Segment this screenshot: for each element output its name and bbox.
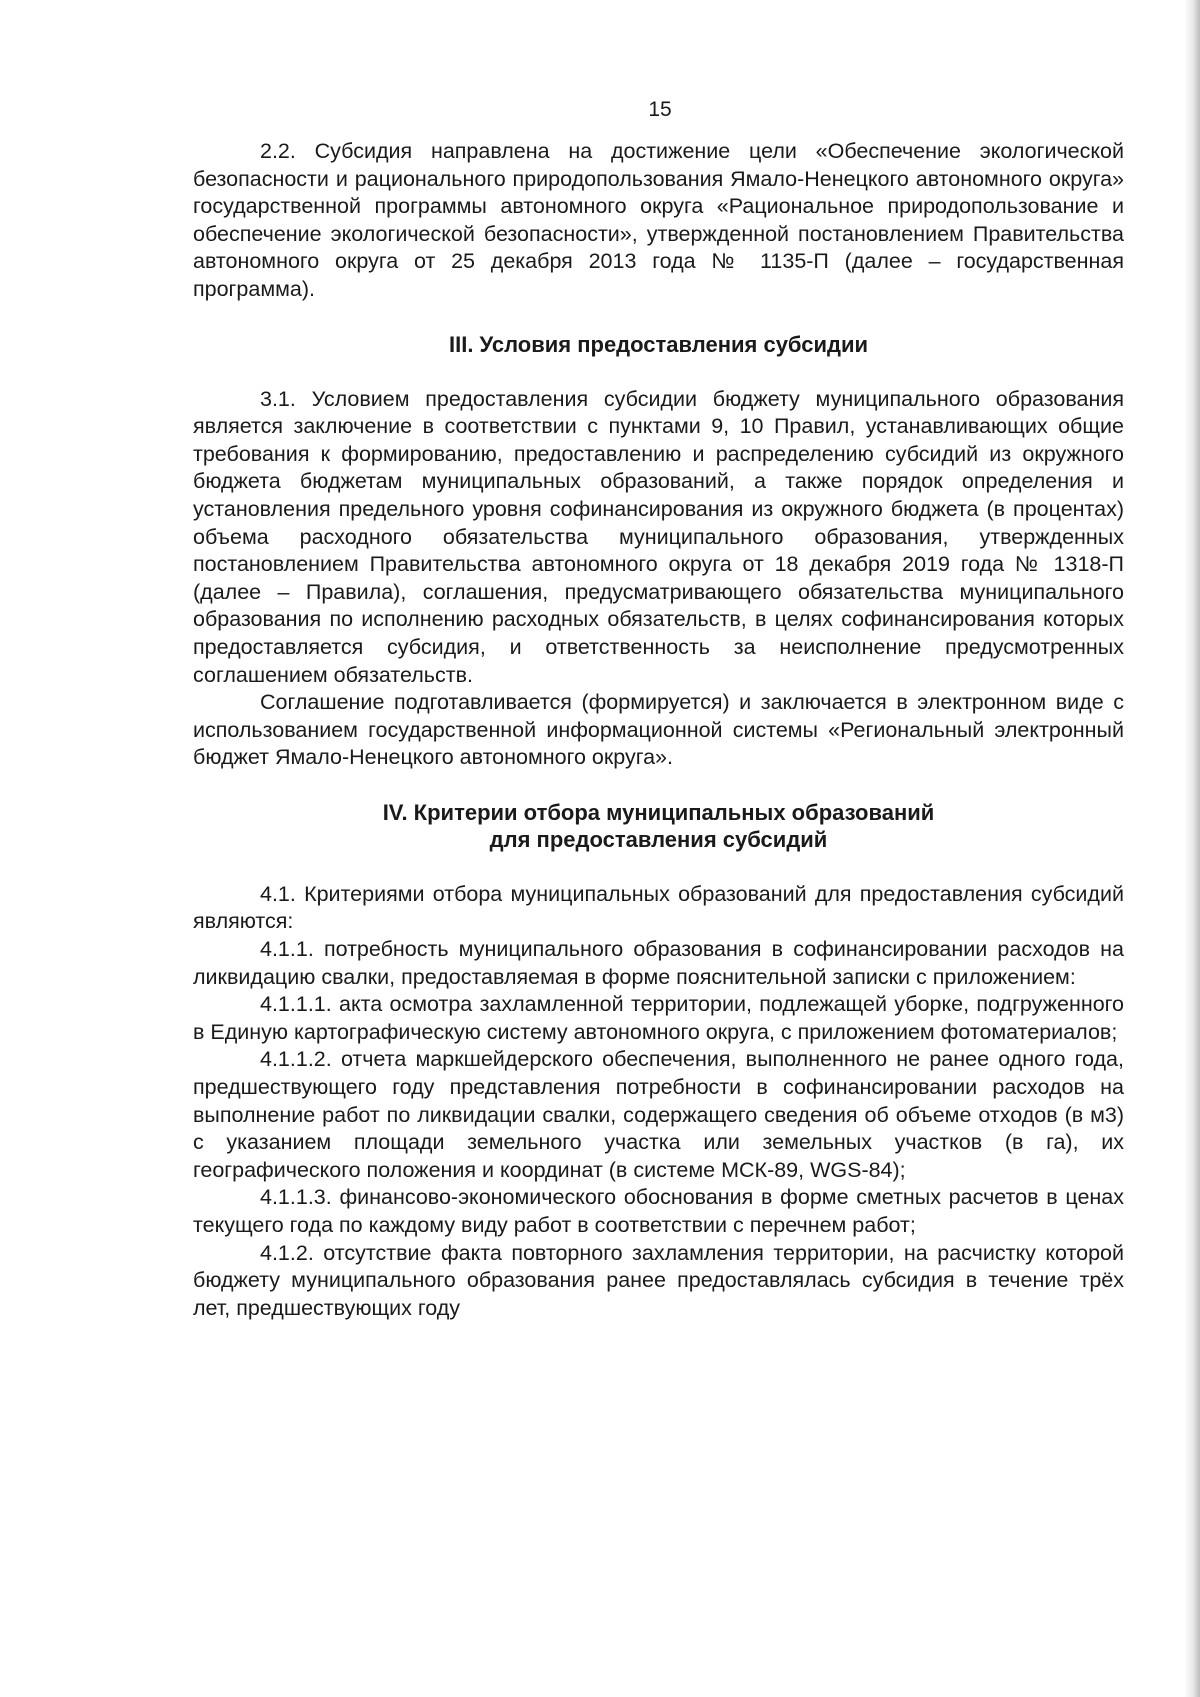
section-heading-4 [193, 799, 1124, 853]
section-heading-3: III. Условия предоставления субсидии [449, 331, 868, 357]
document-body [193, 138, 1124, 1322]
section-heading-4-line-1: IV. Критерии отбора муниципальных образований [382, 799, 935, 825]
paragraph-4-1-2: 4.1.2. отсутствие факта повторного захламления территории, на расчистку которой бюджету муниципального образования ранее предоставлялась субсидия в течение трёх лет, предшествующих году [193, 1240, 1124, 1320]
paragraph-4-1-1-3: 4.1.1.3. финансово-экономического обоснования в форме сметных расчетов в ценах текущего года по каждому виду работ в соответствии с перечнем работ; [193, 1185, 1124, 1237]
paragraph-4-1: 4.1. Критериями отбора муниципальных образований для предоставления субсидий являются: [193, 881, 1124, 934]
paragraph-4-1-1: 4.1.1. потребность муниципального образования в софинансировании расходов на ликвидацию свалки, предоставляемая в форме пояснительной записки с приложением: [193, 937, 1124, 989]
page-edge-shadow [1184, 0, 1200, 1697]
paragraph-4-1-1-1: 4.1.1.1. акта осмотра захламленной территории, подлежащей уборке, подгруженного в Единую картографическую систему автономного округа, с приложением фотоматериалов; [193, 992, 1124, 1044]
paragraph-2-2: 2.2. Субсидия направлена на достижение цели «Обеспечение экологической безопасности и рационального природопользования Ямало-Ненецкого автономного округа» государственной программы автономного округа «Рациональное природопользование и обеспечение экологической безопасности», утвержденной постановлением Правительства автономного округа от 25 декабря 2013 года № 1135-П (далее – государственная программа). [193, 139, 1124, 301]
paragraph-agreement: Соглашение подготавливается (формируется) и заключается в электронном виде с использованием государственной информационной системы «Региональный электронный бюджет Ямало-Ненецкого автономного округа». [193, 690, 1124, 770]
paragraph-4-1-1-2: 4.1.1.2. отчета маркшейдерского обеспечения, выполненного не ранее одного года, предшествующего году представления потребности в софинансировании расходов на выполнение работ по ликвидации свалки, содержащего сведения об объеме отходов (в м3) с указанием площади земельного участка или земельных участков (в га), их географического положения и координат (в системе МСК-89, WGS-84); [193, 1047, 1124, 1182]
page-number: 15 [648, 98, 672, 121]
section-heading-4-line-2: для предоставления субсидий [489, 826, 828, 852]
paragraph-3-1: 3.1. Условием предоставления субсидии бюджету муниципального образования является заключение в соответствии с пунктами 9, 10 Правил, устанавливающих общие требования к формированию, предоставлению и распределению субсидий из окружного бюджета бюджетам муниципальных образований, а также порядок определения и установления предельного уровня софинансирования из окружного бюджета (в процентах) объема расходного обязательства муниципального образования, утвержденных постановлением Правительства автономного округа от 18 декабря 2019 года № 1318-П (далее – Правила), соглашения, предусматривающего обязательства муниципального образования по исполнению расходных обязательств, в целях софинансирования которых предоставляется субсидия, и ответственность за неисполнение предусмотренных соглашением обязательств. [193, 386, 1124, 687]
